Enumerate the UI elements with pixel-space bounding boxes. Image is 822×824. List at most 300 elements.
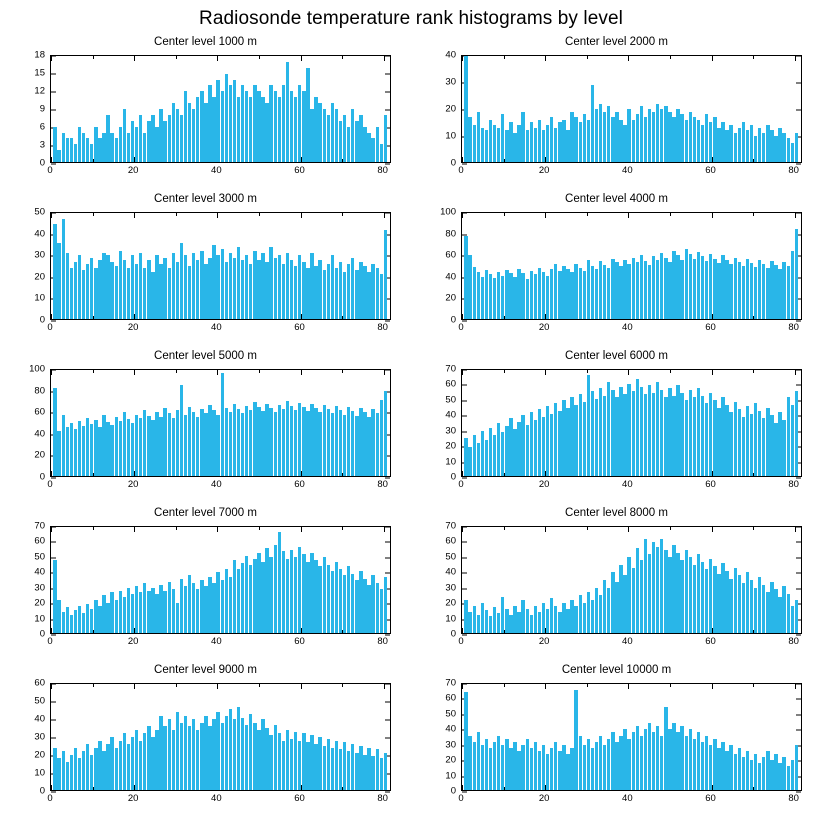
- histogram-bar: [652, 732, 655, 790]
- x-tick-label: 0: [458, 793, 464, 804]
- histogram-bar: [302, 91, 305, 162]
- histogram-bar: [595, 742, 598, 790]
- histogram-bar: [380, 274, 383, 319]
- histogram-bar: [327, 565, 330, 633]
- histogram-bar: [269, 557, 272, 633]
- histogram-bar: [656, 547, 659, 633]
- histogram-bar: [196, 417, 199, 476]
- histogram-bar: [53, 224, 56, 319]
- histogram-bar: [339, 749, 342, 790]
- histogram-bar: [70, 615, 73, 633]
- histogram-bar: [709, 122, 712, 162]
- histogram-bar: [689, 390, 692, 476]
- histogram-bar: [78, 255, 81, 319]
- histogram-bar: [261, 97, 264, 162]
- histogram-bar: [778, 412, 781, 476]
- histogram-bar: [664, 707, 667, 790]
- y-tick-label: 9: [39, 103, 45, 115]
- panel-title: Center level 4000 m: [565, 193, 668, 205]
- histogram-bar: [738, 262, 741, 319]
- axes-frame: [461, 369, 802, 477]
- histogram-bar: [497, 736, 500, 791]
- histogram-bar: [530, 122, 533, 162]
- histogram-bar: [570, 600, 573, 633]
- histogram-bar: [579, 394, 582, 476]
- histogram-bar: [249, 714, 252, 790]
- histogram-bar: [155, 594, 158, 633]
- y-axis: [411, 49, 456, 169]
- histogram-bar: [464, 692, 467, 790]
- histogram-bar: [221, 373, 224, 476]
- histogram-bar: [196, 589, 199, 633]
- y-axis: [411, 520, 456, 640]
- histogram-bar: [517, 751, 520, 790]
- panel-title: Center level 8000 m: [565, 507, 668, 519]
- histogram-bar: [82, 613, 85, 633]
- y-tick-label: 80: [34, 385, 45, 397]
- histogram-bar: [762, 133, 765, 162]
- histogram-panel: [0, 507, 411, 664]
- y-tick-label: 3: [39, 139, 45, 151]
- histogram-bar: [78, 421, 81, 476]
- histogram-bar: [607, 588, 610, 633]
- histogram-bar: [464, 600, 467, 633]
- histogram-bar: [468, 736, 471, 791]
- histogram-bar: [656, 260, 659, 319]
- histogram-bar: [689, 557, 692, 633]
- histogram-bar: [623, 125, 626, 162]
- histogram-bar: [729, 264, 732, 319]
- histogram-bar: [331, 103, 334, 162]
- histogram-bar: [660, 736, 663, 791]
- histogram-bar: [742, 266, 745, 319]
- histogram-bar: [587, 375, 590, 476]
- histogram-bar: [66, 762, 69, 790]
- panel-title: Center level 9000 m: [154, 664, 257, 676]
- histogram-bar: [668, 557, 671, 633]
- histogram-bar: [468, 255, 471, 319]
- panel-title: Center level 1000 m: [154, 36, 257, 48]
- y-tick-label: 20: [445, 754, 456, 766]
- histogram-bar: [464, 438, 467, 476]
- histogram-bar: [574, 690, 577, 790]
- histogram-bar: [554, 742, 557, 790]
- histogram-bar: [481, 745, 484, 790]
- histogram-bar: [542, 272, 545, 319]
- panel-grid: [0, 36, 822, 824]
- histogram-bar: [509, 273, 512, 319]
- histogram-bar: [249, 410, 252, 476]
- histogram-bar: [384, 577, 387, 633]
- histogram-bar: [290, 739, 293, 790]
- histogram-bar: [237, 97, 240, 162]
- x-tick-label: 0: [47, 165, 53, 176]
- histogram-bar: [746, 130, 749, 162]
- histogram-bar: [485, 739, 488, 790]
- y-axis: [411, 363, 456, 483]
- histogram-bar: [587, 592, 590, 633]
- y-tick-label: 20: [34, 271, 45, 283]
- histogram-bar: [188, 407, 191, 476]
- histogram-bar: [754, 403, 757, 476]
- histogram-bar: [615, 112, 618, 162]
- histogram-bar: [538, 612, 541, 633]
- histogram-bar: [237, 409, 240, 476]
- histogram-bar: [314, 744, 317, 790]
- histogram-bar: [265, 103, 268, 162]
- histogram-bar: [603, 396, 606, 476]
- histogram-panel: [411, 350, 822, 507]
- histogram-bar: [233, 719, 236, 790]
- histogram-bar: [550, 269, 553, 319]
- histogram-bar: [269, 85, 272, 162]
- histogram-bar: [380, 400, 383, 476]
- histogram-bar: [66, 253, 69, 319]
- histogram-bar: [318, 260, 321, 319]
- x-axis: [458, 322, 802, 336]
- histogram-bar: [384, 230, 387, 319]
- histogram-bar: [371, 264, 374, 319]
- histogram-bar: [302, 554, 305, 633]
- panel-title: Center level 6000 m: [565, 350, 668, 362]
- histogram-bar: [212, 719, 215, 790]
- histogram-bar: [98, 260, 101, 319]
- histogram-bar: [57, 600, 60, 633]
- histogram-bar: [74, 144, 77, 162]
- histogram-bar: [750, 580, 753, 633]
- histogram-bar: [754, 754, 757, 790]
- histogram-bar: [709, 559, 712, 633]
- histogram-bar: [294, 97, 297, 162]
- histogram-bar: [648, 554, 651, 633]
- x-axis: [47, 322, 391, 336]
- histogram-bar: [57, 431, 60, 476]
- histogram-bar: [127, 133, 130, 162]
- histogram-bar: [286, 253, 289, 319]
- histogram-bar: [355, 270, 358, 319]
- histogram-bar: [697, 120, 700, 162]
- histogram-bar: [599, 388, 602, 476]
- histogram-bar: [534, 420, 537, 476]
- x-tick-label: 80: [788, 479, 799, 490]
- histogram-bar: [473, 125, 476, 162]
- histogram-bar: [339, 121, 342, 162]
- histogram-bar: [709, 393, 712, 476]
- histogram-bar: [221, 249, 224, 319]
- y-tick-label: 40: [34, 713, 45, 725]
- histogram-bar: [294, 410, 297, 476]
- y-tick-label: 40: [445, 271, 456, 283]
- histogram-bar: [327, 739, 330, 790]
- histogram-bar: [583, 603, 586, 633]
- histogram-bar: [212, 583, 215, 633]
- histogram-bar: [468, 117, 471, 162]
- panel-title: Center level 7000 m: [154, 507, 257, 519]
- histogram-bar: [689, 112, 692, 162]
- histogram-bar: [298, 255, 301, 319]
- histogram-bar: [644, 394, 647, 476]
- histogram-bar: [216, 712, 219, 790]
- histogram-bar: [640, 736, 643, 791]
- histogram-bar: [200, 251, 203, 319]
- histogram-bar: [212, 97, 215, 162]
- histogram-bar: [497, 128, 500, 162]
- histogram-bar: [302, 262, 305, 319]
- histogram-bar: [180, 385, 183, 476]
- y-tick-label: 70: [34, 520, 45, 532]
- histogram-bar: [335, 268, 338, 319]
- histogram-bar: [245, 91, 248, 162]
- histogram-bar: [331, 748, 334, 790]
- histogram-bar: [697, 252, 700, 319]
- histogram-bar: [62, 219, 65, 319]
- histogram-bar: [176, 603, 179, 633]
- histogram-bar: [90, 144, 93, 162]
- histogram-bar: [627, 109, 630, 162]
- histogram-bar: [196, 97, 199, 162]
- histogram-bar: [656, 382, 659, 476]
- histogram-bar: [562, 603, 565, 633]
- histogram-bar: [509, 122, 512, 162]
- histogram-bar: [90, 424, 93, 476]
- histogram-bar: [591, 85, 594, 162]
- histogram-bar: [94, 600, 97, 633]
- histogram-bar: [151, 115, 154, 162]
- histogram-bar: [376, 268, 379, 319]
- histogram-bar: [155, 730, 158, 790]
- histogram-bar: [298, 741, 301, 790]
- plot-area: [0, 677, 411, 821]
- histogram-bar: [355, 416, 358, 476]
- histogram-bar: [493, 742, 496, 790]
- histogram-bar: [221, 723, 224, 790]
- x-tick-label: 40: [622, 322, 633, 333]
- histogram-bar: [599, 595, 602, 633]
- histogram-bar: [656, 726, 659, 790]
- axes-frame: [461, 55, 802, 163]
- histogram-bar: [200, 723, 203, 790]
- histogram-bar: [611, 390, 614, 476]
- histogram-bar: [159, 585, 162, 633]
- histogram-bar: [127, 588, 130, 633]
- plot-area: [411, 677, 822, 821]
- histogram-bar: [371, 409, 374, 476]
- y-tick-label: 50: [34, 206, 45, 218]
- y-tick-label: 50: [34, 695, 45, 707]
- histogram-panel: [411, 36, 822, 193]
- histogram-bar: [562, 120, 565, 162]
- histogram-bar: [734, 568, 737, 633]
- y-axis: [411, 206, 456, 326]
- histogram-bar: [294, 732, 297, 790]
- axes-frame: [50, 212, 391, 320]
- histogram-bar: [216, 415, 219, 476]
- histogram-bar: [314, 408, 317, 476]
- histogram-bar: [595, 399, 598, 476]
- histogram-bar: [587, 120, 590, 162]
- histogram-bar: [192, 412, 195, 476]
- histogram-bar: [323, 746, 326, 790]
- histogram-bar: [90, 258, 93, 319]
- histogram-bar: [257, 260, 260, 319]
- histogram-bar: [791, 143, 794, 162]
- histogram-bar: [729, 125, 732, 162]
- histogram-bar: [546, 754, 549, 790]
- histogram-bar: [335, 741, 338, 790]
- histogram-bar: [787, 766, 790, 790]
- histogram-bar: [282, 551, 285, 633]
- histogram-bar: [318, 737, 321, 790]
- histogram-bar: [151, 588, 154, 633]
- histogram-bar: [233, 80, 236, 162]
- histogram-bar: [196, 730, 199, 790]
- histogram-bar: [139, 592, 142, 633]
- histogram-bar: [648, 265, 651, 319]
- y-tick-label: 100: [29, 363, 45, 375]
- histogram-bar: [208, 726, 211, 790]
- plot-area: [0, 363, 411, 507]
- histogram-bar: [762, 757, 765, 790]
- histogram-bar: [286, 401, 289, 476]
- y-tick-label: 50: [445, 551, 456, 563]
- histogram-bar: [106, 603, 109, 633]
- histogram-bar: [135, 415, 138, 476]
- histogram-bar: [192, 109, 195, 162]
- x-tick-label: 20: [127, 165, 139, 176]
- histogram-bar: [204, 413, 207, 476]
- histogram-bar: [110, 262, 113, 319]
- y-tick-label: 18: [34, 49, 45, 61]
- plot-area: [411, 363, 822, 507]
- histogram-bar: [509, 748, 512, 790]
- histogram-bar: [139, 115, 142, 162]
- histogram-bar: [343, 742, 346, 790]
- histogram-bar: [53, 388, 56, 476]
- histogram-bar: [192, 583, 195, 633]
- histogram-bar: [135, 264, 138, 319]
- histogram-bar: [168, 268, 171, 319]
- histogram-bar: [212, 410, 215, 476]
- histogram-bar: [376, 413, 379, 476]
- histogram-bar: [509, 615, 512, 633]
- histogram-bar: [489, 748, 492, 790]
- histogram-bar: [70, 755, 73, 790]
- x-tick-label: 60: [294, 479, 305, 490]
- histogram-bar: [550, 117, 553, 162]
- bar-series: [462, 527, 801, 633]
- histogram-bar: [599, 261, 602, 319]
- histogram-bar: [90, 755, 93, 790]
- histogram-bar: [347, 751, 350, 790]
- histogram-bar: [636, 262, 639, 319]
- histogram-bar: [754, 136, 757, 163]
- histogram-bar: [225, 569, 228, 633]
- histogram-bar: [526, 130, 529, 162]
- histogram-bar: [57, 243, 60, 319]
- y-tick-label: 10: [445, 770, 456, 782]
- histogram-bar: [778, 128, 781, 162]
- histogram-bar: [371, 138, 374, 162]
- x-tick-label: 40: [211, 322, 222, 333]
- y-tick-label: 50: [445, 394, 456, 406]
- x-tick-label: 0: [458, 322, 464, 333]
- histogram-bar: [245, 556, 248, 633]
- histogram-bar: [172, 253, 175, 319]
- histogram-bar: [693, 117, 696, 162]
- histogram-bar: [241, 563, 244, 633]
- histogram-bar: [127, 744, 130, 790]
- histogram-bar: [139, 418, 142, 476]
- histogram-bar: [151, 737, 154, 790]
- histogram-bar: [517, 125, 520, 162]
- histogram-bar: [623, 575, 626, 633]
- y-tick-label: 0: [39, 314, 45, 326]
- histogram-bar: [86, 418, 89, 476]
- histogram-bar: [672, 396, 675, 476]
- histogram-bar: [693, 397, 696, 476]
- histogram-bar: [225, 262, 228, 319]
- histogram-bar: [680, 726, 683, 790]
- y-tick-label: 20: [34, 749, 45, 761]
- histogram-bar: [746, 406, 749, 476]
- y-tick-label: 70: [445, 363, 456, 375]
- x-tick-label: 40: [211, 636, 222, 647]
- x-tick-label: 60: [294, 165, 305, 176]
- axes-frame: [50, 683, 391, 791]
- histogram-bar: [323, 270, 326, 319]
- page-title: Radiosonde temperature rank histograms by level: [199, 8, 623, 29]
- histogram-bar: [595, 269, 598, 319]
- histogram-bar: [102, 415, 105, 476]
- histogram-bar: [570, 272, 573, 319]
- histogram-panel: [411, 507, 822, 664]
- histogram-bar: [66, 138, 69, 162]
- histogram-bar: [163, 591, 166, 633]
- y-tick-label: 30: [445, 76, 456, 88]
- histogram-bar: [184, 716, 187, 790]
- histogram-bar: [306, 411, 309, 476]
- histogram-bar: [184, 586, 187, 633]
- histogram-panel: [0, 664, 411, 821]
- histogram-bar: [583, 271, 586, 319]
- histogram-bar: [245, 406, 248, 476]
- histogram-bar: [627, 557, 630, 633]
- histogram-bar: [550, 414, 553, 476]
- histogram-bar: [367, 748, 370, 790]
- histogram-bar: [762, 264, 765, 319]
- histogram-bar: [163, 121, 166, 162]
- histogram-bar: [782, 757, 785, 790]
- y-tick-label: 40: [34, 228, 45, 240]
- histogram-bar: [86, 744, 89, 790]
- histogram-bar: [253, 402, 256, 476]
- x-tick-label: 80: [377, 479, 388, 490]
- histogram-bar: [147, 260, 150, 319]
- histogram-bar: [70, 138, 73, 162]
- histogram-bar: [253, 251, 256, 319]
- histogram-bar: [57, 150, 60, 162]
- histogram-bar: [115, 138, 118, 162]
- histogram-bar: [70, 423, 73, 476]
- plot-area: [0, 520, 411, 664]
- x-axis: [458, 165, 802, 179]
- histogram-bar: [632, 568, 635, 633]
- histogram-bar: [550, 748, 553, 790]
- histogram-bar: [323, 109, 326, 162]
- histogram-bar: [534, 274, 537, 319]
- histogram-bar: [86, 604, 89, 633]
- histogram-bar: [176, 410, 179, 476]
